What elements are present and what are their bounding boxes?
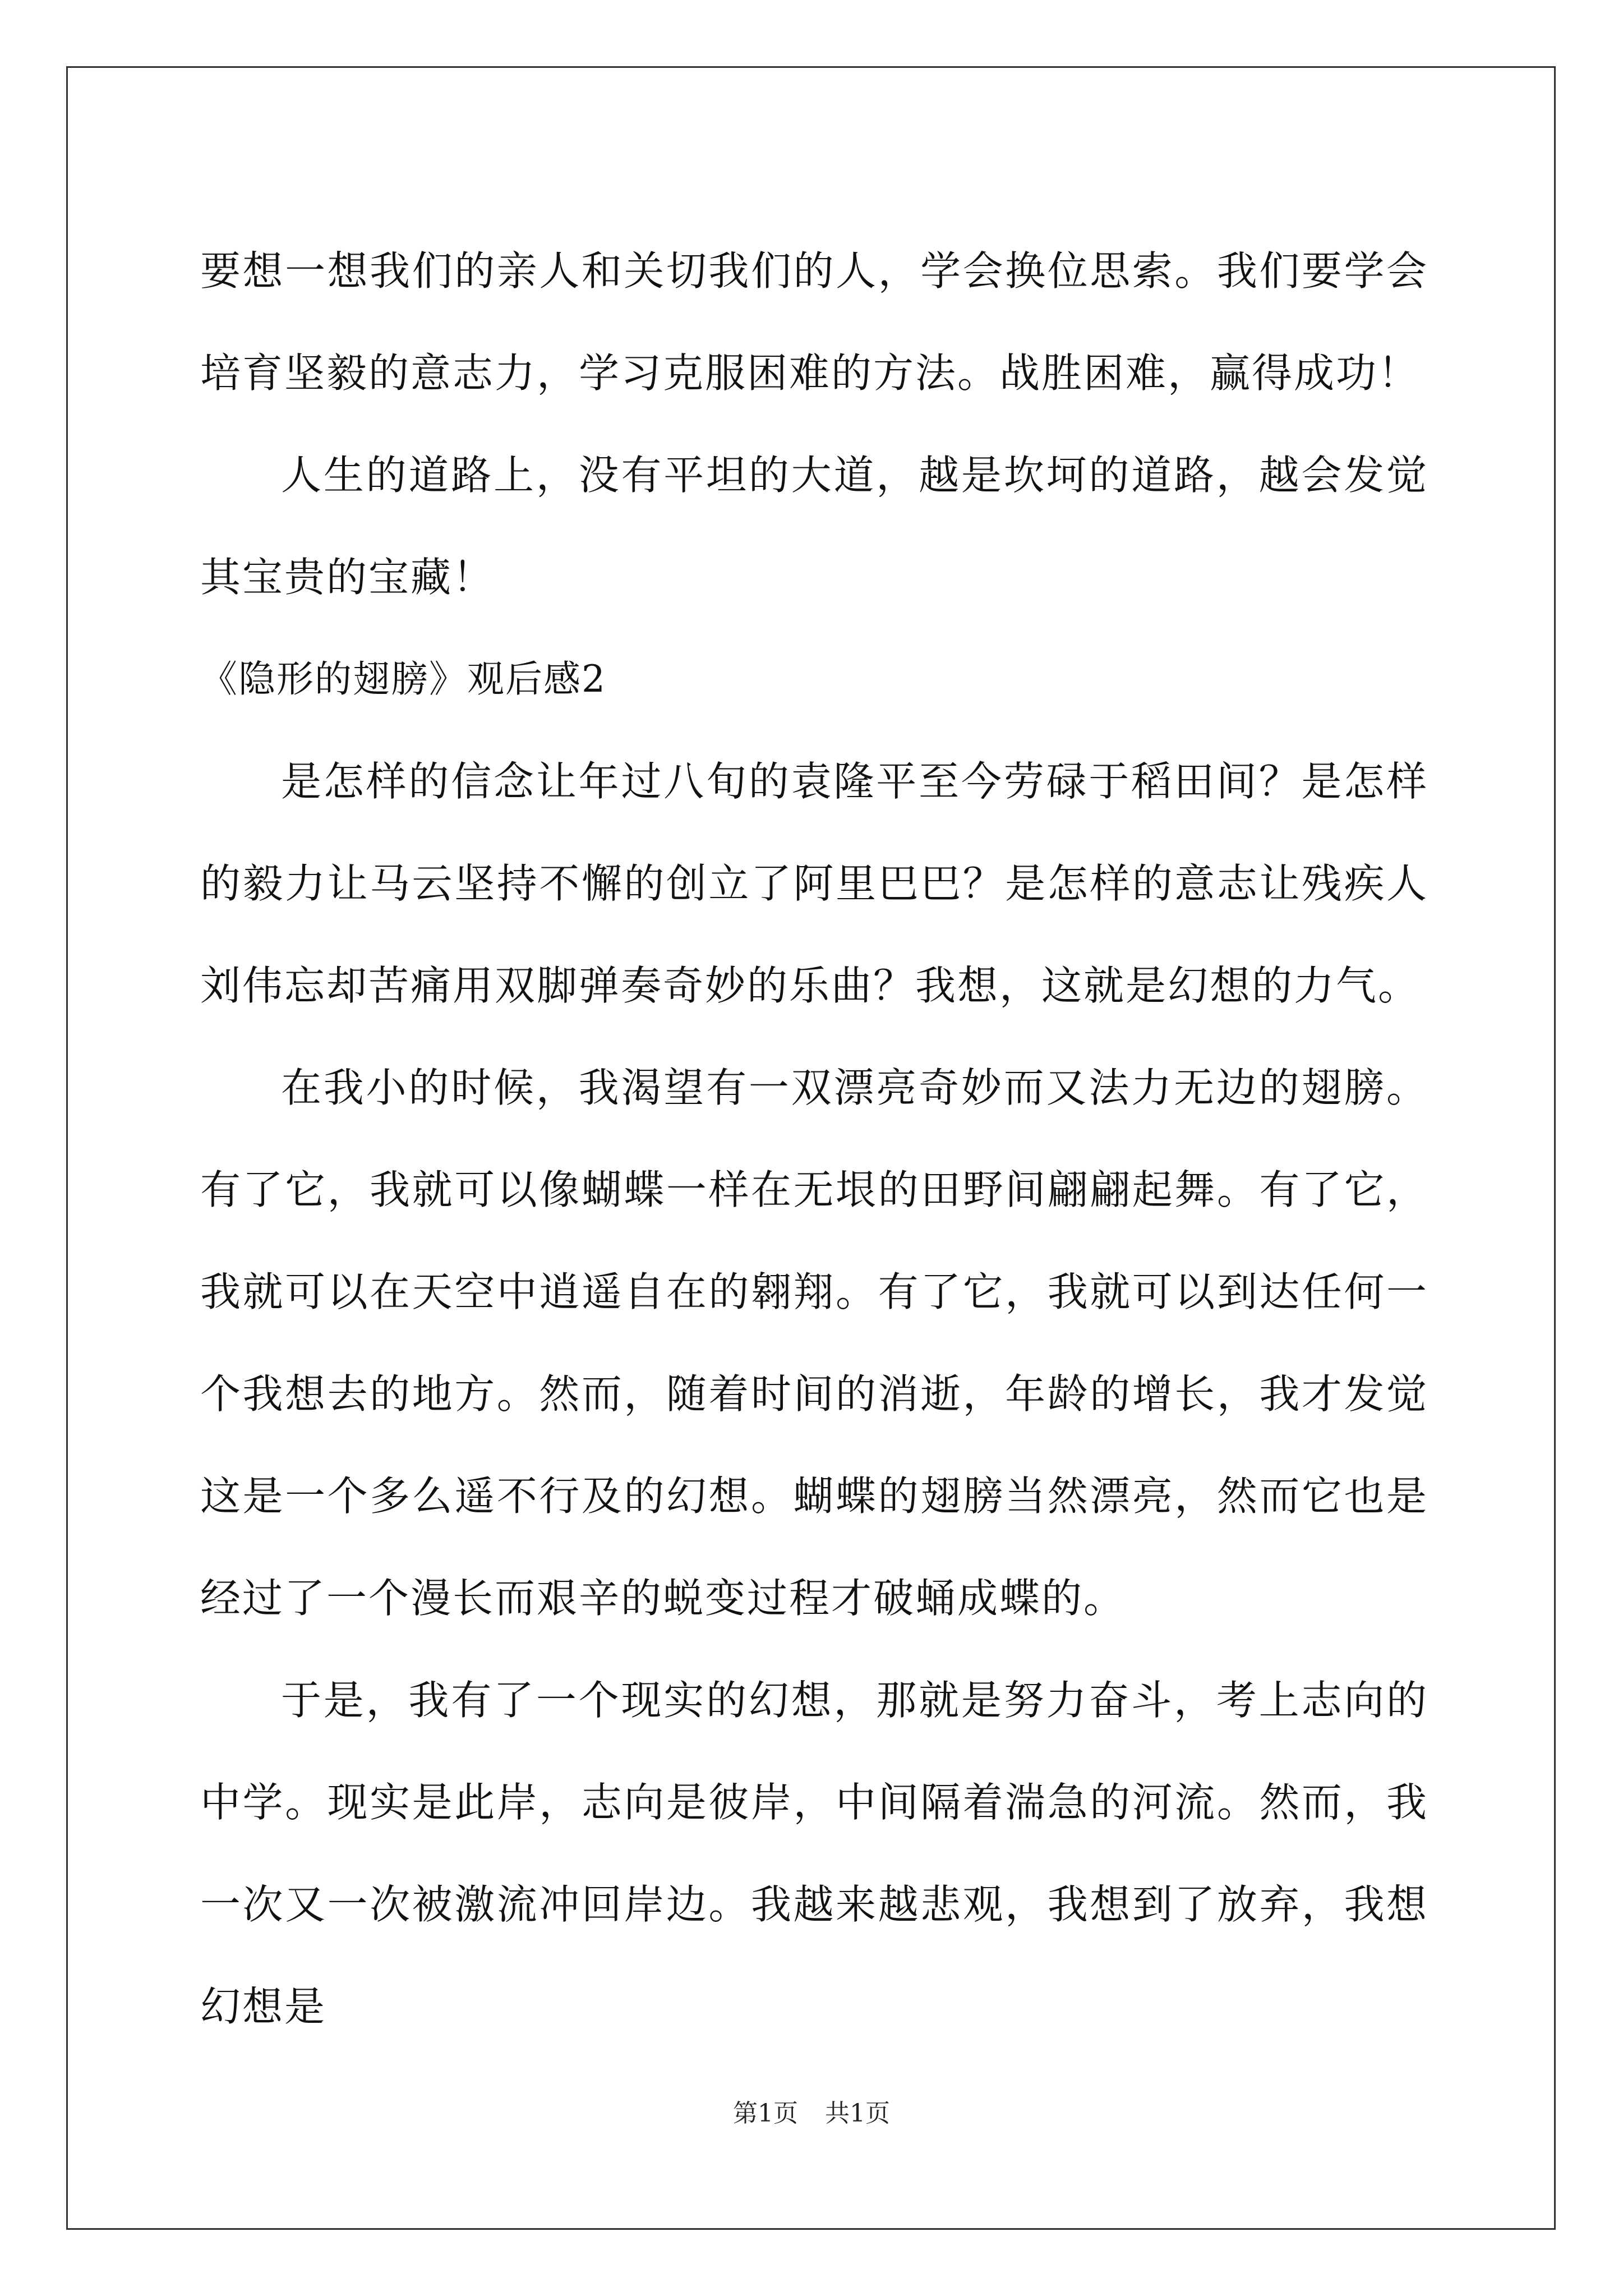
paragraph-continuation: 要想一想我们的亲人和关切我们的人，学会换位思索。我们要学会培育坚毅的意志力，学习克服困难的方法。战胜困难，赢得成功！: [200, 247, 1428, 397]
paragraph: 在我小的时候，我渴望有一双漂亮奇妙而又法力无边的翅膀。有了它，我就可以像蝴蝶一样在无垠的田野间翩翩起舞。有了它，我就可以在天空中逍遥自在的翱翔。有了它，我就可以到达任何一个我想去的地方。然而，随着时间的消逝，年龄的增长，我才发觉这是一个多么遥不行及的幻想。蝴蝶的翅膀当然漂亮，然而它也是经过了一个漫长而艰辛的蜕变过程才破蛹成蝶的。: [200, 1064, 1428, 1622]
paragraph: 是怎样的信念让年过八旬的袁隆平至今劳碌于稻田间？是怎样的毅力让马云坚持不懈的创立了阿里巴巴？是怎样的意志让残疾人刘伟忘却苦痛用双脚弹奏奇妙的乐曲？我想，这就是幻想的力气。: [200, 758, 1428, 1009]
page-total: 共1页: [825, 2099, 890, 2128]
page-footer: [0, 2097, 1623, 2131]
page-number: 第1页: [733, 2099, 798, 2128]
document-body: [200, 220, 1428, 2058]
section-heading: 《隐形的翅膀》观后感2: [200, 657, 606, 701]
paragraph: 于是，我有了一个现实的幻想，那就是努力奋斗，考上志向的中学。现实是此岸，志向是彼岸，中间隔着湍急的河流。然而，我一次又一次被激流冲回岸边。我越来越悲观，我想到了放弃，我想幻想是: [200, 1677, 1428, 2030]
paragraph: 人生的道路上，没有平坦的大道，越是坎坷的道路，越会发觉其宝贵的宝藏！: [200, 452, 1428, 601]
